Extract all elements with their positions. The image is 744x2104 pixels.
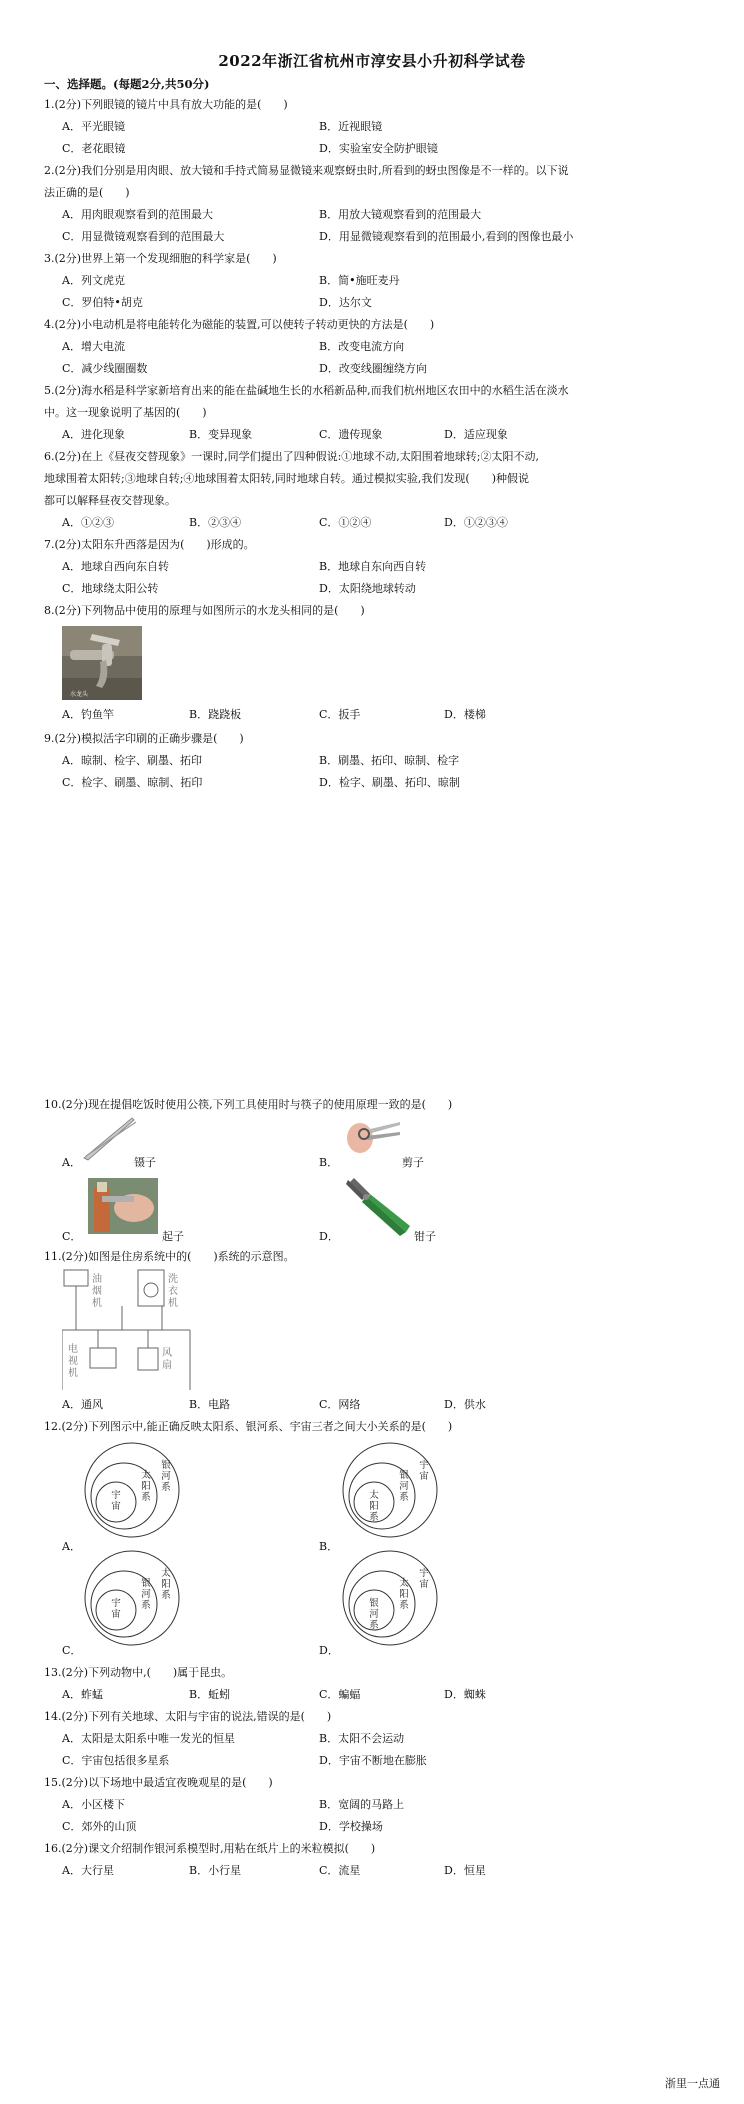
nested-circles-b — [340, 1440, 440, 1540]
question-16 — [44, 1838, 704, 1882]
inner-label: 银河系 — [369, 1598, 379, 1631]
option-c[interactable]: C． — [62, 1644, 82, 1657]
question-11-options — [44, 1394, 704, 1416]
option-d[interactable]: D． — [319, 1644, 339, 1657]
option-c[interactable]: C．用显微镜观察看到的范围最大 — [62, 230, 225, 243]
option-c[interactable]: C．蝙蝠 — [319, 1688, 361, 1701]
option-a[interactable]: A．太阳是太阳系中唯一发光的恒星 — [62, 1732, 235, 1745]
option-b-name: 剪子 — [402, 1156, 424, 1169]
option-a[interactable]: A．增大电流 — [62, 340, 125, 353]
option-d[interactable]: D．检字、刷墨、拓印、晾制 — [319, 776, 460, 789]
question-stem: 7.(2分)太阳东升西落是因为( )形成的。 — [44, 538, 255, 551]
option-a[interactable]: A．进化现象 — [62, 428, 125, 441]
question-8 — [44, 600, 704, 726]
option-b[interactable]: B．近视眼镜 — [319, 120, 383, 133]
question-13 — [44, 1662, 704, 1706]
option-b[interactable]: B．蚯蚓 — [189, 1688, 231, 1701]
scissors-image — [344, 1112, 402, 1158]
diagram-char: 机 — [92, 1298, 102, 1309]
option-a[interactable]: A．用肉眼观察看到的范围最大 — [62, 208, 213, 221]
question-5 — [44, 380, 704, 446]
question-12 — [44, 1416, 704, 1438]
faucet-caption: 水龙头 — [70, 691, 89, 698]
inner-label: 宇宙 — [111, 1598, 121, 1620]
option-c[interactable]: C．遗传现象 — [319, 428, 383, 441]
range-hood-icon — [64, 1270, 88, 1286]
question-6 — [44, 446, 704, 534]
option-b[interactable]: B．电路 — [189, 1398, 231, 1411]
nested-circles-c — [82, 1548, 182, 1648]
question-stem-cont: 中。这一现象说明了基因的( ) — [44, 406, 207, 419]
inner-label: 宇宙 — [111, 1490, 121, 1512]
option-a[interactable]: A．①②③ — [62, 516, 114, 529]
question-stem: 4.(2分)小电动机是将电能转化为磁能的装置,可以使转子转动更快的方法是( ) — [44, 318, 435, 331]
option-a[interactable]: A．晾制、检字、刷墨、拓印 — [62, 754, 202, 767]
diagram-char: 风 — [162, 1348, 172, 1359]
option-d[interactable]: D．实验室安全防护眼镜 — [319, 142, 438, 155]
question-stem: 15.(2分)以下场地中最适宜夜晚观星的是( ) — [44, 1776, 273, 1789]
middle-label: 银河系 — [141, 1578, 151, 1611]
question-stem: 12.(2分)下列图示中,能正确反映太阳系、银河系、宇宙三者之间大小关系的是( ) — [44, 1420, 453, 1433]
option-a-name: 镊子 — [134, 1156, 156, 1169]
question-14 — [44, 1706, 704, 1772]
option-d-name: 钳子 — [414, 1230, 436, 1243]
question-stem-cont: 都可以解释昼夜交替现象。 — [44, 494, 176, 507]
option-d[interactable]: D．改变线圈缠绕方向 — [319, 362, 427, 375]
option-d[interactable]: D．宇宙不断地在膨胀 — [319, 1754, 427, 1767]
option-c[interactable]: C． — [62, 1230, 82, 1243]
outer-label: 宇宙 — [419, 1568, 429, 1590]
bottle-opener-image — [88, 1178, 158, 1234]
option-c-name: 起子 — [162, 1230, 184, 1243]
outer-label: 宇宙 — [419, 1460, 429, 1482]
tweezers-image — [82, 1114, 138, 1162]
option-a[interactable]: A． — [62, 1540, 81, 1553]
option-b[interactable]: B．太阳不会运动 — [319, 1732, 405, 1745]
option-c[interactable]: C．检字、刷墨、晾制、拓印 — [62, 776, 203, 789]
washer-label — [168, 1272, 178, 1309]
outer-label: 银河系 — [161, 1460, 171, 1493]
option-b[interactable]: B．②③④ — [189, 516, 242, 529]
question-stem: 3.(2分)世界上第一个发现细胞的科学家是( ) — [44, 252, 277, 265]
option-b[interactable]: B．改变电流方向 — [319, 340, 405, 353]
option-d[interactable]: D．蜘蛛 — [444, 1688, 486, 1701]
outer-label: 太阳系 — [161, 1568, 171, 1601]
option-c[interactable]: C．罗伯特•胡克 — [62, 296, 143, 309]
option-d[interactable]: D．用显微镜观察看到的范围最小,看到的图像也最小 — [319, 230, 574, 243]
fan-icon — [138, 1348, 158, 1370]
question-stem: 10.(2分)现在提倡吃饭时使用公筷,下列工具使用时与筷子的使用原理一致的是( ) — [44, 1098, 453, 1111]
question-stem: 14.(2分)下列有关地球、太阳与宇宙的说法,错误的是( ) — [44, 1710, 332, 1723]
option-b[interactable]: B．刷墨、拓印、晾制、检字 — [319, 754, 460, 767]
question-stem: 1.(2分)下列眼镜的镜片中具有放大功能的是( ) — [44, 98, 288, 111]
question-12-row2-labels — [44, 1640, 704, 1662]
question-1 — [44, 94, 704, 160]
nested-circles-d — [340, 1548, 440, 1648]
diagram-char: 机 — [168, 1298, 178, 1309]
option-a[interactable]: A．蚱蜢 — [62, 1688, 103, 1701]
option-c[interactable]: C．地球绕太阳公转 — [62, 582, 159, 595]
option-a[interactable]: A．通风 — [62, 1398, 103, 1411]
option-c[interactable]: C．①②④ — [319, 516, 372, 529]
diagram-char: 扇 — [162, 1360, 172, 1371]
middle-label: 太阳系 — [141, 1470, 151, 1503]
question-4 — [44, 314, 704, 380]
option-a[interactable]: A．钓鱼竿 — [62, 708, 114, 721]
hood-label — [92, 1272, 102, 1309]
option-b[interactable]: B．用放大镜观察看到的范围最大 — [319, 208, 482, 221]
option-c[interactable]: C．老花眼镜 — [62, 142, 126, 155]
question-stem: 16.(2分)课文介绍制作银河系模型时,用粘在纸片上的米粒模拟( ) — [44, 1842, 376, 1855]
middle-label: 银河系 — [399, 1470, 409, 1503]
faucet-photo — [62, 626, 142, 700]
tv-label — [68, 1342, 78, 1379]
tv-icon — [90, 1348, 116, 1368]
housing-circuit-diagram — [62, 1268, 194, 1390]
option-a[interactable]: A．列文虎克 — [62, 274, 125, 287]
option-b[interactable]: B．跷跷板 — [189, 708, 242, 721]
diagram-char: 机 — [68, 1368, 78, 1379]
option-b[interactable]: B．地球自东向西自转 — [319, 560, 427, 573]
option-a[interactable]: A． — [62, 1156, 81, 1169]
question-9 — [44, 728, 704, 794]
question-3 — [44, 248, 704, 314]
question-stem: 11.(2分)如图是住房系统中的( )系统的示意图。 — [44, 1250, 295, 1263]
option-d[interactable]: D．达尔文 — [319, 296, 372, 309]
question-stem: 5.(2分)海水稻是科学家新培育出来的能在盐碱地生长的水稻新品种,而我们杭州地区农田中的水稻生活在淡水 — [44, 384, 569, 397]
option-c[interactable]: C．流星 — [319, 1864, 361, 1877]
question-stem: 6.(2分)在上《昼夜交替现象》一课时,同学们提出了四种假说:①地球不动,太阳围着地球转;②太阳不动, — [44, 450, 539, 463]
option-c[interactable]: C．扳手 — [319, 708, 361, 721]
option-b[interactable]: B． — [319, 1156, 339, 1169]
option-c[interactable]: C．宇宙包括很多星系 — [62, 1754, 170, 1767]
diagram-char: 烟 — [92, 1286, 102, 1297]
question-2 — [44, 160, 704, 248]
page-title: 2022年浙江省杭州市淳安县小升初科学试卷 — [218, 52, 526, 70]
option-d[interactable]: D．①②③④ — [444, 516, 508, 529]
option-d[interactable]: D．适应现象 — [444, 428, 508, 441]
option-a[interactable]: A．小区楼下 — [62, 1798, 125, 1811]
question-stem: 9.(2分)模拟活字印刷的正确步骤是( ) — [44, 732, 244, 745]
diagram-char: 衣 — [168, 1286, 178, 1297]
option-d[interactable]: D．学校操场 — [319, 1820, 383, 1833]
question-7 — [44, 534, 704, 600]
question-stem: 2.(2分)我们分别是用肉眼、放大镜和手持式简易显微镜来观察蚜虫时,所看到的蚜虫图像是不一样的。以下说 — [44, 164, 569, 177]
question-12-row1-labels — [44, 1536, 704, 1558]
option-b[interactable]: B．简•施旺麦丹 — [319, 274, 400, 287]
option-a[interactable]: A．大行星 — [62, 1864, 114, 1877]
option-d[interactable]: D．供水 — [444, 1398, 486, 1411]
question-stem: 13.(2分)下列动物中,( )属于昆虫。 — [44, 1666, 233, 1679]
nested-circles-a — [82, 1440, 182, 1540]
option-d[interactable]: D．楼梯 — [444, 708, 486, 721]
question-11 — [44, 1246, 704, 1268]
section-heading: 一、选择题。(每题2分,共50分) — [44, 77, 210, 91]
option-b[interactable]: B．变异现象 — [189, 428, 253, 441]
fan-label — [162, 1347, 172, 1371]
question-stem: 8.(2分)下列物品中使用的原理与如图所示的水龙头相同的是( ) — [44, 604, 365, 617]
option-c[interactable]: C．郊外的山顶 — [62, 1820, 137, 1833]
option-a[interactable]: A．平光眼镜 — [62, 120, 125, 133]
question-15 — [44, 1772, 704, 1838]
option-d[interactable]: D．恒星 — [444, 1864, 486, 1877]
question-stem-cont: 法正确的是( ) — [44, 186, 130, 199]
footer-brand: 浙里一点通 — [665, 2077, 720, 2090]
diagram-char: 洗 — [168, 1274, 178, 1285]
diagram-char: 电 — [68, 1344, 78, 1355]
inner-label: 太阳系 — [369, 1490, 379, 1523]
option-b[interactable]: B．小行星 — [189, 1864, 242, 1877]
option-b[interactable]: B． — [319, 1540, 339, 1553]
option-c[interactable]: C．减少线圈圈数 — [62, 362, 148, 375]
washer-icon — [138, 1270, 164, 1306]
question-stem-cont: 地球围着太阳转;③地球自转;④地球围着太阳转,同时地球自转。通过模拟实验,我们发现( )种假说 — [44, 472, 529, 485]
middle-label: 太阳系 — [399, 1578, 409, 1611]
diagram-char: 油 — [92, 1274, 102, 1285]
option-d[interactable]: D． — [319, 1230, 339, 1243]
option-a[interactable]: A．地球自西向东自转 — [62, 560, 169, 573]
pliers-image — [344, 1176, 414, 1238]
option-c[interactable]: C．网络 — [319, 1398, 361, 1411]
option-d[interactable]: D．太阳绕地球转动 — [319, 582, 416, 595]
option-b[interactable]: B．宽阔的马路上 — [319, 1798, 405, 1811]
diagram-char: 视 — [68, 1356, 78, 1367]
